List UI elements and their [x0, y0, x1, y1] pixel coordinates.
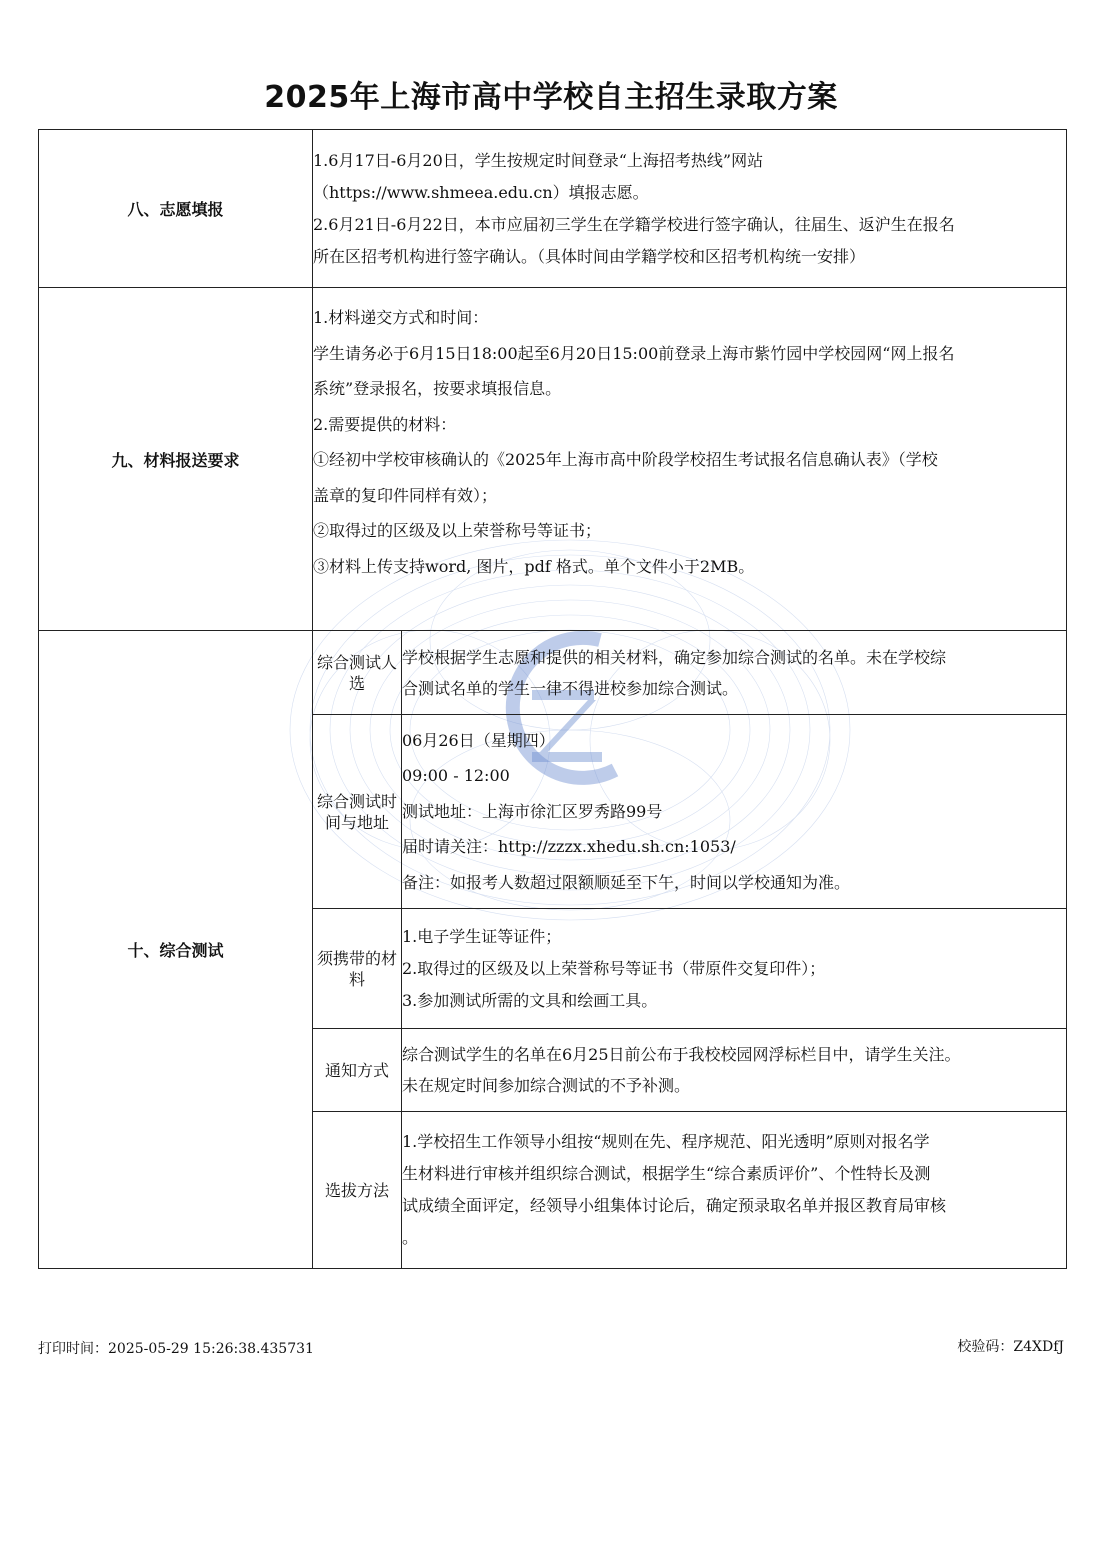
section-10-label: 十、综合测试	[39, 631, 313, 1269]
content-line: 所在区招考机构进行签字确认。（具体时间由学籍学校和区招考机构统一安排）	[313, 246, 866, 266]
content-line: 。	[402, 1228, 419, 1247]
admission-plan-table	[38, 129, 1067, 1269]
sub-label-time-location: 综合测试时间与地址	[313, 715, 402, 909]
content-line: 未在规定时间参加综合测试的不予补测。	[402, 1076, 691, 1095]
content-line: 系统”登录报名，按要求填报信息。	[313, 379, 562, 398]
check-code: 校验码：Z4XDfJ	[957, 1339, 1064, 1355]
section-8-label: 八、志愿填报	[39, 130, 313, 288]
section-9-label: 九、材料报送要求	[39, 288, 313, 631]
sub-label-candidates: 综合测试人选	[313, 631, 402, 715]
content-line: ①经初中学校审核确认的《2025年上海市高中阶段学校招生考试报名信息确认表》（学校	[313, 450, 938, 469]
materials-content	[402, 909, 1067, 1029]
content-line: 生材料进行审核并组织综合测试，根据学生“综合素质评价”、个性特长及测	[402, 1164, 931, 1183]
content-line: 1.6月17日-6月20日，学生按规定时间登录“上海招考热线”网站	[313, 150, 764, 170]
notice-content	[402, 1029, 1067, 1112]
section-9-content	[313, 288, 1067, 631]
print-time: 打印时间：2025-05-29 15:26:38.435731	[38, 1341, 314, 1357]
content-line: 1.电子学生证等证件；	[402, 926, 562, 946]
content-line: 盖章的复印件同样有效）；	[313, 485, 498, 505]
sub-label-materials: 须携带的材料	[313, 909, 402, 1029]
content-line: 学校根据学生志愿和提供的相关材料，确定参加综合测试的名单。未在学校综	[402, 647, 947, 667]
content-line: 学生请务必于6月15日18:00起至6月20日15:00前登录上海市紫竹园中学校园网“网上报名	[313, 343, 955, 363]
section-8-content	[313, 130, 1067, 288]
test-time: 09:00 - 12:00	[402, 766, 510, 786]
content-line: 1.材料递交方式和时间：	[313, 308, 489, 327]
content-line: 2.6月21日-6月22日，本市应届初三学生在学籍学校进行签字确认，往届生、返沪生在报名	[313, 214, 955, 234]
content-line: 2.需要提供的材料：	[313, 414, 457, 434]
sub-label-notice: 通知方式	[313, 1029, 402, 1112]
content-line: （https://www.shmeea.edu.cn）填报志愿。	[313, 182, 649, 202]
page-title: 2025年上海市高中学校自主招生录取方案	[264, 80, 838, 115]
candidates-content	[402, 631, 1067, 715]
content-line: 3.参加测试所需的文具和绘画工具。	[402, 990, 658, 1010]
section-8-row	[39, 130, 1067, 288]
content-line: ③材料上传支持word, 图片，pdf 格式。单个文件小于2MB。	[313, 556, 755, 576]
content-line: ②取得过的区级及以上荣誉称号等证书；	[313, 521, 602, 540]
content-line: 综合测试学生的名单在6月25日前公布于我校校园网浮标栏目中，请学生关注。	[402, 1045, 961, 1064]
test-url: 届时请关注：http://zzzx.xhedu.sh.cn:1053/	[402, 837, 736, 857]
content-line: 试成绩全面评定，经领导小组集体讨论后，确定预录取名单并报区教育局审核	[402, 1196, 947, 1215]
sub-label-selection: 选拔方法	[313, 1112, 402, 1269]
test-note: 备注：如报考人数超过限额顺延至下午，时间以学校通知为准。	[402, 872, 851, 892]
test-date: 06月26日（星期四）	[402, 730, 555, 750]
content-line: 合测试名单的学生一律不得进校参加综合测试。	[402, 678, 739, 698]
section-10-row-candidates	[39, 631, 1067, 715]
content-line: 1.学校招生工作领导小组按“规则在先、程序规范、阳光透明”原则对报名学	[402, 1132, 930, 1151]
content-line: 2.取得过的区级及以上荣誉称号等证书（带原件交复印件）；	[402, 958, 826, 978]
selection-content	[402, 1112, 1067, 1269]
section-9-row	[39, 288, 1067, 631]
time-location-content	[402, 715, 1067, 909]
test-address: 测试地址：上海市徐汇区罗秀路99号	[402, 801, 663, 821]
